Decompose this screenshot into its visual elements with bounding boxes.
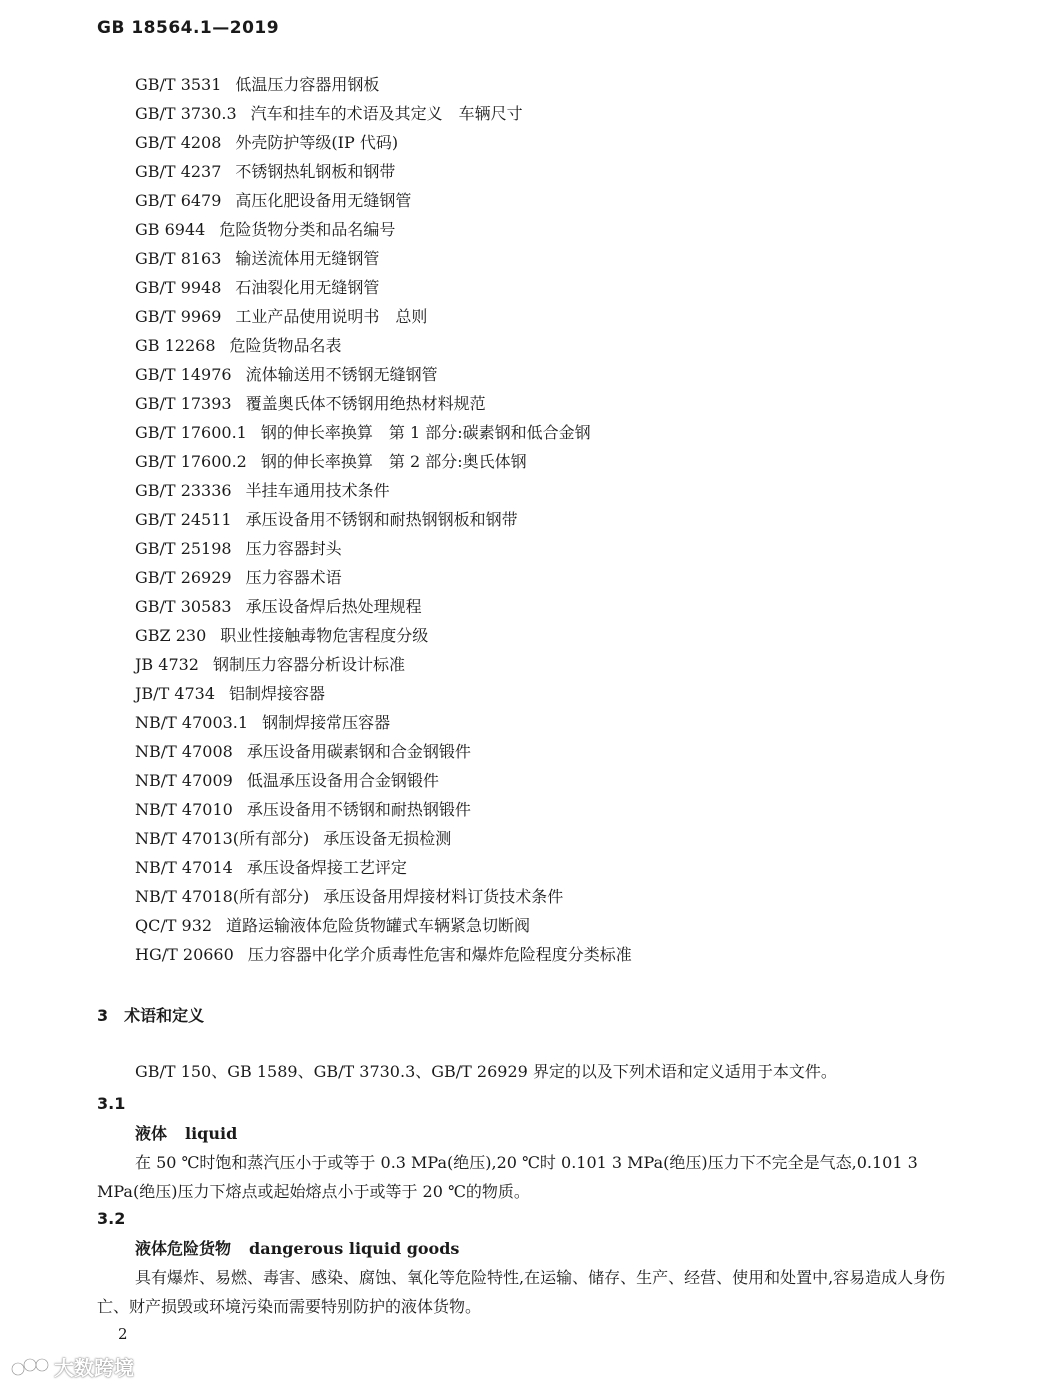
reference-title: 钢的伸长率换算 第 2 部分:奥氏体钢 (260, 452, 527, 471)
reference-code: NB/T 47018(所有部分) (135, 887, 310, 906)
reference-item (135, 737, 632, 766)
standard-number-header: GB 18564.1—2019 (97, 18, 280, 38)
section-number: 3 (97, 1006, 109, 1025)
term-definition: 在 50 ℃时饱和蒸汽压小于或等于 0.3 MPa(绝压),20 ℃时 0.101 3 MPa(绝压)压力下不完全是气态,0.101 3 MPa(绝压)压力下熔点或起始熔点小于或等于 20 ℃的物质。 (97, 1153, 918, 1201)
reference-item (135, 708, 632, 737)
reference-code: GB 6944 (135, 220, 206, 239)
reference-title: 不锈钢热轧钢板和钢带 (235, 162, 396, 181)
section-intro: GB/T 150、GB 1589、GB/T 3730.3、GB/T 26929 界定的以及下列术语和定义适用于本文件。 (135, 1062, 837, 1081)
reference-code: NB/T 47008 (135, 742, 233, 761)
reference-title: 低温承压设备用合金钢锻件 (246, 771, 439, 790)
reference-code: GB/T 3531 (135, 75, 222, 94)
watermark (10, 1352, 134, 1381)
reference-item (135, 360, 632, 389)
reference-title: 汽车和挂车的术语及其定义 车辆尺寸 (250, 104, 523, 123)
reference-code: GB/T 3730.3 (135, 104, 237, 123)
reference-code: GB/T 24511 (135, 510, 232, 529)
reference-title: 铝制焊接容器 (229, 684, 326, 703)
reference-item (135, 650, 632, 679)
reference-code: GB/T 4208 (135, 133, 222, 152)
reference-item (135, 882, 632, 911)
reference-code: GB/T 17393 (135, 394, 232, 413)
reference-item (135, 766, 632, 795)
reference-item (135, 389, 632, 418)
reference-title: 压力容器封头 (245, 539, 342, 558)
reference-title: 钢制焊接常压容器 (262, 713, 391, 732)
section-title: 术语和定义 (124, 1006, 205, 1025)
reference-title: 承压设备焊接工艺评定 (246, 858, 407, 877)
term-en: liquid (185, 1124, 238, 1143)
reference-code: GB/T 14976 (135, 365, 232, 384)
reference-title: 职业性接触毒物危害程度分级 (220, 626, 429, 645)
reference-code: NB/T 47010 (135, 800, 233, 819)
reference-title: 外壳防护等级(IP 代码) (235, 133, 399, 152)
reference-code: GB/T 17600.2 (135, 452, 247, 471)
reference-title: 钢制压力容器分析设计标准 (212, 655, 405, 674)
reference-item (135, 302, 632, 331)
reference-title: 危险货物分类和品名编号 (219, 220, 396, 239)
reference-title: 输送流体用无缝钢管 (235, 249, 380, 268)
reference-title: 道路运输液体危险货物罐式车辆紧急切断阀 (226, 916, 531, 935)
reference-code: NB/T 47014 (135, 858, 233, 877)
term-en: dangerous liquid goods (249, 1239, 460, 1258)
reference-title: 覆盖奥氏体不锈钢用绝热材料规范 (245, 394, 486, 413)
reference-item (135, 911, 632, 940)
reference-code: NB/T 47003.1 (135, 713, 249, 732)
reference-code: GB/T 6479 (135, 191, 222, 210)
reference-title: 压力容器中化学介质毒性危害和爆炸危险程度分类标准 (247, 945, 632, 964)
reference-code: QC/T 932 (135, 916, 213, 935)
reference-code: GB/T 30583 (135, 597, 232, 616)
reference-code: GB/T 25198 (135, 539, 232, 558)
reference-code: HG/T 20660 (135, 945, 234, 964)
term-number: 3.2 (97, 1209, 126, 1228)
section-heading (97, 1003, 204, 1026)
reference-title: 高压化肥设备用无缝钢管 (235, 191, 412, 210)
reference-code: NB/T 47009 (135, 771, 233, 790)
reference-title: 低温压力容器用钢板 (235, 75, 380, 94)
term-heading (135, 1121, 237, 1144)
reference-title: 承压设备用不锈钢和耐热钢钢板和钢带 (245, 510, 518, 529)
page-number: 2 (118, 1325, 128, 1343)
reference-code: GBZ 230 (135, 626, 207, 645)
reference-item (135, 505, 632, 534)
reference-title: 石油裂化用无缝钢管 (235, 278, 380, 297)
reference-item (135, 418, 632, 447)
reference-code: JB 4732 (135, 655, 199, 674)
reference-code: GB/T 9969 (135, 307, 222, 326)
watermark-text: 大数跨境 (54, 1356, 134, 1380)
reference-title: 承压设备用不锈钢和耐热钢锻件 (246, 800, 471, 819)
reference-item (135, 476, 632, 505)
reference-item (135, 795, 632, 824)
reference-title: 承压设备用碳素钢和合金钢锻件 (246, 742, 471, 761)
term-number: 3.1 (97, 1094, 126, 1113)
reference-item (135, 592, 632, 621)
reference-item (135, 186, 632, 215)
reference-title: 承压设备无损检测 (323, 829, 452, 848)
reference-title: 压力容器术语 (245, 568, 342, 587)
reference-item (135, 70, 632, 99)
term-zh: 液体 (135, 1124, 168, 1143)
reference-code: GB/T 9948 (135, 278, 222, 297)
reference-title: 流体输送用不锈钢无缝钢管 (245, 365, 438, 384)
reference-code: GB/T 23336 (135, 481, 232, 500)
reference-item (135, 447, 632, 476)
reference-title: 危险货物品名表 (229, 336, 342, 355)
reference-item (135, 331, 632, 360)
reference-item (135, 215, 632, 244)
reference-title: 承压设备焊后热处理规程 (245, 597, 422, 616)
reference-code: NB/T 47013(所有部分) (135, 829, 310, 848)
reference-item (135, 99, 632, 128)
term-heading (135, 1236, 459, 1259)
term-definition: 具有爆炸、易燃、毒害、感染、腐蚀、氧化等危险特性,在运输、储存、生产、经营、使用和处置中,容易造成人身伤亡、财产损毁或环境污染而需要特别防护的液体货物。 (97, 1268, 946, 1316)
reference-item (135, 157, 632, 186)
reference-item (135, 563, 632, 592)
reference-item (135, 824, 632, 853)
reference-item (135, 128, 632, 157)
reference-code: GB/T 4237 (135, 162, 222, 181)
reference-title: 工业产品使用说明书 总则 (235, 307, 428, 326)
reference-code: JB/T 4734 (135, 684, 216, 703)
term-zh: 液体危险货物 (135, 1239, 232, 1258)
reference-title: 钢的伸长率换算 第 1 部分:碳素钢和低合金钢 (260, 423, 591, 442)
reference-title: 半挂车通用技术条件 (245, 481, 390, 500)
reference-item (135, 853, 632, 882)
reference-item (135, 534, 632, 563)
reference-item (135, 940, 632, 969)
reference-code: GB/T 17600.1 (135, 423, 247, 442)
reference-item (135, 621, 632, 650)
reference-code: GB 12268 (135, 336, 216, 355)
reference-title: 承压设备用焊接材料订货技术条件 (323, 887, 564, 906)
reference-code: GB/T 26929 (135, 568, 232, 587)
reference-code: GB/T 8163 (135, 249, 222, 268)
brand-logo-icon (10, 1355, 50, 1379)
reference-item (135, 679, 632, 708)
reference-item (135, 244, 632, 273)
normative-references-list (135, 70, 632, 969)
reference-item (135, 273, 632, 302)
